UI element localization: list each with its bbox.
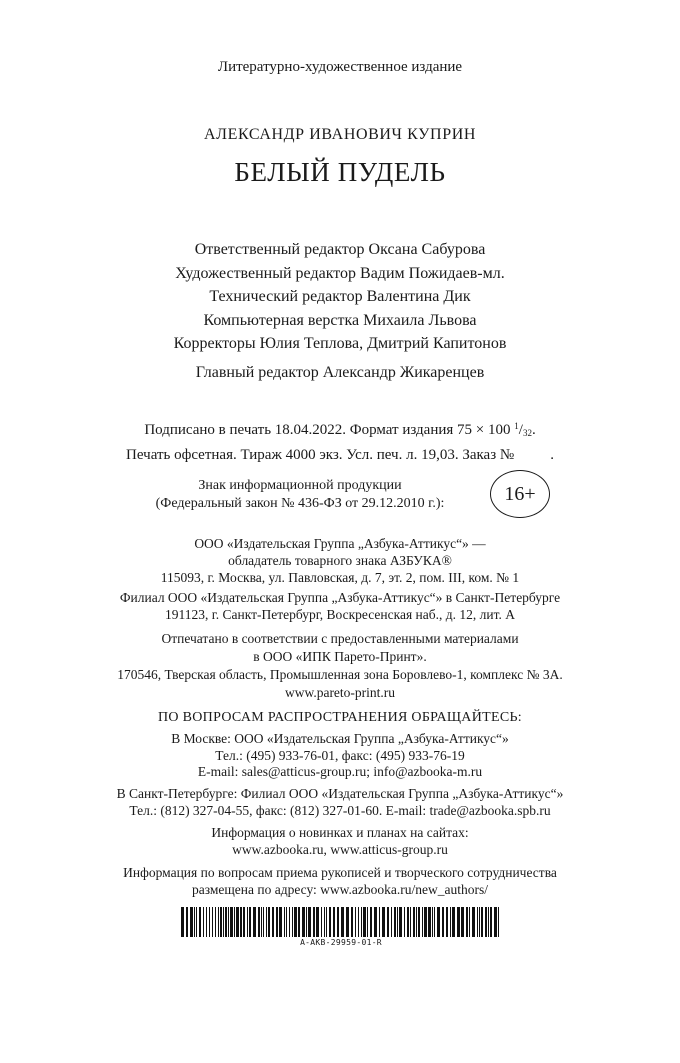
barcode-bar: [488, 907, 489, 937]
printer-block: [0, 630, 680, 702]
barcode-bar: [341, 907, 344, 937]
barcode-bar: [397, 907, 398, 937]
barcode-bar: [329, 907, 331, 937]
barcode-bar: [249, 907, 251, 937]
spb-line: Тел.: (812) 327-04-55, факс: (812) 327-01-60. E-mail: trade@azbooka.spb.ru: [129, 802, 551, 818]
barcode-bar: [452, 907, 455, 937]
barcode-bar: [358, 907, 359, 937]
barcode-bar: [457, 907, 460, 937]
barcode-bar: [379, 907, 380, 937]
barcode-bar: [413, 907, 415, 937]
barcode-bar: [498, 907, 499, 937]
barcode-bar: [387, 907, 389, 937]
barcode-bar: [346, 907, 349, 937]
barcode-bar: [243, 907, 245, 937]
barcode-bar: [223, 907, 224, 937]
print-info-line-2: [0, 444, 680, 466]
barcode-bar: [382, 907, 385, 937]
barcode-bar: [466, 907, 468, 937]
barcode-bar: [181, 907, 184, 937]
barcode: [181, 907, 501, 961]
spb-contacts: [0, 786, 680, 819]
barcode-bar: [268, 907, 270, 937]
barcode-bar: [292, 907, 293, 937]
editor-line: Ответственный редактор Оксана Сабурова: [194, 241, 486, 258]
branch-block: [0, 589, 680, 623]
barcode-bar: [485, 907, 487, 937]
format-slash: /: [518, 422, 523, 438]
barcode-bar: [190, 907, 193, 937]
barcode-bar: [276, 907, 278, 937]
barcode-bar: [212, 907, 213, 937]
barcode-bar: [220, 907, 222, 937]
barcode-bar: [286, 907, 287, 937]
barcode-bar: [490, 907, 492, 937]
barcode-bar: [391, 907, 392, 937]
moscow-line: E-mail: sales@atticus-group.ru; info@azbooka-m.ru: [197, 764, 483, 779]
barcode-bar: [494, 907, 497, 937]
barcode-bar: [196, 907, 197, 937]
news-line: Информация о новинках и планах на сайтах:: [211, 825, 469, 840]
branch-line: 191123, г. Санкт-Петербург, Воскресенская наб., д. 12, лит. А: [165, 607, 515, 622]
barcode-bar: [324, 907, 325, 937]
barcode-bar: [215, 907, 216, 937]
branch-line: Филиал ООО «Издательская Группа „Азбука-Аттикус“» в Санкт-Петербурге: [119, 590, 561, 605]
barcode-bar: [404, 907, 405, 937]
age-sign-line-2: (Федеральный закон № 436-ФЗ от 29.12.2010 г.):: [155, 496, 445, 511]
publisher-block: [0, 535, 680, 586]
distribution-heading: ПО ВОПРОСАМ РАСПРОСТРАНЕНИЯ ОБРАЩАЙТЕСЬ:: [158, 710, 522, 725]
barcode-bar: [228, 907, 229, 937]
barcode-bar: [321, 907, 322, 937]
barcode-bar: [367, 907, 368, 937]
print-info: [0, 415, 680, 466]
barcode-bar: [361, 907, 362, 937]
news-line: www.azbooka.ru, www.atticus-group.ru: [232, 842, 448, 857]
barcode-bar: [410, 907, 411, 937]
barcode-bar: [313, 907, 315, 937]
barcode-bar: [326, 907, 327, 937]
barcode-bar: [258, 907, 260, 937]
barcode-bar: [209, 907, 210, 937]
publisher-line: 115093, г. Москва, ул. Павловская, д. 7, эт. 2, пом. III, ком. № 1: [160, 570, 520, 585]
barcode-bar: [469, 907, 470, 937]
barcode-bar: [416, 907, 417, 937]
barcode-bar: [477, 907, 478, 937]
editor-line: Компьютерная верстка Михаила Львова: [203, 311, 477, 329]
barcode-bar: [363, 907, 366, 937]
publisher-line: обладатель товарного знака АЗБУКА®: [228, 553, 452, 568]
barcode-bars: [181, 907, 501, 937]
barcode-bar: [418, 907, 420, 937]
editors-list: [0, 238, 680, 356]
barcode-bar: [351, 907, 353, 937]
printer-line: Отпечатано в соответствии с предоставленными материалами: [161, 631, 519, 646]
barcode-bar: [218, 907, 219, 937]
barcode-bar: [374, 907, 377, 937]
chief-editor: Главный редактор Александр Жикаренцев: [195, 364, 485, 381]
barcode-bar: [422, 907, 423, 937]
editor-line: Корректоры Юлия Теплова, Дмитрий Капитонов: [173, 335, 507, 352]
barcode-bar: [370, 907, 372, 937]
editor-line: Художественный редактор Вадим Пожидаев-мл.: [175, 264, 505, 282]
authors-line: Информация по вопросам приема рукописей и творческого сотрудничества: [123, 865, 557, 880]
format-numerator: 1: [514, 421, 519, 431]
printer-url: www.pareto-print.ru: [284, 685, 396, 700]
editor-line: Технический редактор Валентина Дик: [209, 288, 471, 305]
age-sign-text: [120, 477, 480, 513]
barcode-bar: [302, 907, 305, 937]
spb-line: В Санкт-Петербурге: Филиал ООО «Издательская Группа „Азбука-Аттикус“»: [116, 786, 564, 801]
print-run-text: Печать офсетная. Тираж 4000 экз. Усл. печ. л. 19,03. Заказ №: [126, 447, 515, 463]
barcode-bar: [272, 907, 274, 937]
age-sign-line-1: Знак информационной продукции: [198, 478, 402, 493]
genre-line: Литературно-художественное издание: [217, 59, 463, 75]
barcode-bar: [479, 907, 480, 937]
moscow-contacts: [0, 731, 680, 781]
barcode-bar: [236, 907, 239, 937]
barcode-bar: [432, 907, 433, 937]
print-line-2-end: .: [550, 447, 554, 463]
barcode-bar: [186, 907, 188, 937]
moscow-line: В Москве: ООО «Издательская Группа „Азбука-Аттикус“»: [171, 731, 509, 746]
barcode-bar: [337, 907, 339, 937]
format-denominator: 32: [522, 428, 532, 438]
barcode-bar: [230, 907, 233, 937]
barcode-bar: [450, 907, 451, 937]
printer-line: 170546, Тверская область, Промышленная зона Боровлево-1, комплекс № 3А.: [117, 667, 563, 682]
barcode-bar: [308, 907, 311, 937]
print-info-line-1: [0, 415, 680, 444]
barcode-bar: [266, 907, 267, 937]
barcode-bar: [394, 907, 396, 937]
barcode-bar: [263, 907, 264, 937]
print-format-text: Подписано в печать 18.04.2022. Формат издания 75 × 100: [144, 422, 515, 438]
barcode-code: A-AKB-29959-01-R: [300, 938, 382, 947]
barcode-bar: [261, 907, 262, 937]
barcode-bar: [461, 907, 464, 937]
barcode-bar: [294, 907, 297, 937]
barcode-bar: [289, 907, 290, 937]
news-info: [0, 824, 680, 858]
print-line-1-end: .: [531, 422, 536, 438]
barcode-bar: [437, 907, 440, 937]
barcode-bar: [206, 907, 207, 937]
barcode-bar: [225, 907, 227, 937]
authors-line: размещена по адресу: www.azbooka.ru/new_authors/: [191, 882, 489, 897]
barcode-bar: [234, 907, 235, 937]
barcode-bar: [472, 907, 475, 937]
barcode-bar: [240, 907, 242, 937]
barcode-bar: [434, 907, 435, 937]
printer-line: в ООО «ИПК Парето-Принт».: [253, 649, 427, 664]
barcode-bar: [355, 907, 356, 937]
barcode-bar: [407, 907, 409, 937]
authors-info: [0, 864, 680, 898]
book-title: БЕЛЫЙ ПУДЕЛЬ: [234, 157, 446, 187]
moscow-line: Тел.: (495) 933-76-01, факс: (495) 933-76-19: [215, 747, 465, 763]
barcode-bar: [446, 907, 448, 937]
barcode-bar: [481, 907, 483, 937]
barcode-bar: [316, 907, 319, 937]
barcode-bar: [203, 907, 204, 937]
barcode-bar: [333, 907, 335, 937]
barcode-bar: [194, 907, 195, 937]
barcode-bar: [284, 907, 285, 937]
barcode-bar: [253, 907, 256, 937]
barcode-bar: [298, 907, 300, 937]
author-name: АЛЕКСАНДР ИВАНОВИЧ КУПРИН: [204, 126, 476, 143]
barcode-bar: [442, 907, 444, 937]
barcode-bar: [247, 907, 248, 937]
barcode-bar: [399, 907, 402, 937]
barcode-bar: [306, 907, 307, 937]
barcode-bar: [424, 907, 427, 937]
barcode-bar: [279, 907, 282, 937]
age-rating-badge: 16+: [490, 470, 550, 518]
publisher-line: ООО «Издательская Группа „Азбука-Аттикус“» —: [194, 536, 486, 551]
barcode-bar: [428, 907, 431, 937]
barcode-bar: [199, 907, 201, 937]
